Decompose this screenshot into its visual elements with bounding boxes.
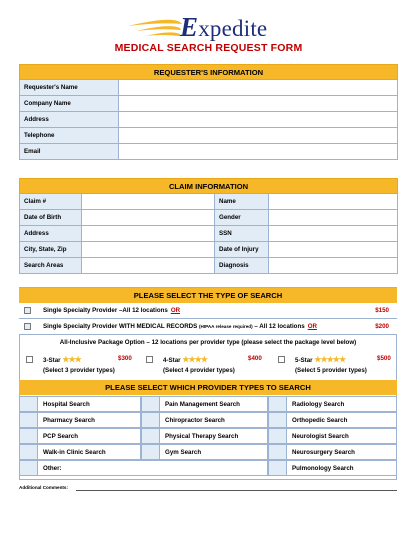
claim-label-city-state-zip: City, State, Zip bbox=[20, 242, 82, 258]
field-label-email: Email bbox=[20, 144, 119, 160]
claim-label-search-areas: Search Areas bbox=[20, 258, 82, 274]
claim-input-city-state-zip[interactable] bbox=[82, 242, 215, 258]
form-title: MEDICAL SEARCH REQUEST FORM bbox=[114, 42, 303, 54]
comments-field[interactable] bbox=[76, 490, 397, 491]
locations-tail: – All 12 locations bbox=[254, 323, 305, 330]
checkbox[interactable] bbox=[269, 413, 287, 427]
provider-label: PCP Search bbox=[43, 433, 78, 440]
medical-records-checkbox[interactable] bbox=[24, 323, 31, 330]
provider-label: Physical Therapy Search bbox=[165, 433, 239, 440]
checkbox[interactable] bbox=[269, 397, 287, 411]
search-option-single bbox=[19, 303, 397, 319]
package-5-star-price: $500 bbox=[377, 355, 391, 362]
claim-input-date-of-injury[interactable] bbox=[269, 242, 398, 258]
package-5-star-label: 5-Star bbox=[295, 357, 313, 364]
star-icon: ★★★★ bbox=[182, 355, 207, 364]
logo-text bbox=[180, 12, 267, 43]
claim-input-claim-number[interactable] bbox=[82, 194, 215, 210]
checkbox[interactable] bbox=[20, 413, 38, 427]
claim-label-date-of-injury: Date of Injury bbox=[215, 242, 269, 258]
checkbox[interactable] bbox=[269, 461, 287, 475]
requester-header: REQUESTER'S INFORMATION bbox=[20, 65, 398, 80]
claim-header: CLAIM INFORMATION bbox=[20, 179, 398, 194]
package-5-star-checkbox[interactable] bbox=[278, 356, 285, 363]
field-label-address: Address bbox=[20, 112, 119, 128]
provider-pulmonology[interactable] bbox=[268, 460, 397, 476]
checkbox[interactable] bbox=[20, 397, 38, 411]
medical-records-label: Single Specialty Provider WITH MEDICAL RECORDS bbox=[43, 323, 198, 330]
or-label: OR bbox=[170, 307, 181, 314]
claim-input-ssn[interactable] bbox=[269, 226, 398, 242]
provider-label: Hospital Search bbox=[43, 401, 90, 408]
checkbox[interactable] bbox=[269, 445, 287, 459]
claim-label-gender: Gender bbox=[215, 210, 269, 226]
checkbox[interactable] bbox=[269, 429, 287, 443]
field-input-company-name[interactable] bbox=[119, 96, 398, 112]
provider-label: Chiropractor Search bbox=[165, 417, 225, 424]
logo-rest: xpedite bbox=[198, 16, 268, 41]
claim-info-table bbox=[19, 178, 398, 274]
medical-records-price: $200 bbox=[375, 323, 389, 330]
star-icon: ★★★★★ bbox=[314, 355, 346, 364]
field-label-telephone: Telephone bbox=[20, 128, 119, 144]
provider-hospital[interactable] bbox=[19, 396, 141, 412]
provider-label: Orthopedic Search bbox=[292, 417, 348, 424]
claim-label-name: Name bbox=[215, 194, 269, 210]
claim-label-ssn: SSN bbox=[215, 226, 269, 242]
checkbox[interactable] bbox=[20, 461, 38, 475]
provider-pain-management[interactable] bbox=[141, 396, 268, 412]
claim-input-address[interactable] bbox=[82, 226, 215, 242]
package-row bbox=[19, 352, 397, 378]
provider-neurologist[interactable] bbox=[268, 428, 397, 444]
provider-types-header: PLEASE SELECT WHICH PROVIDER TYPES TO SEARCH bbox=[19, 380, 397, 395]
search-type-header: PLEASE SELECT THE TYPE OF SEARCH bbox=[19, 288, 397, 303]
provider-other[interactable] bbox=[19, 460, 268, 476]
provider-walk-in[interactable] bbox=[19, 444, 141, 460]
claim-label-address: Address bbox=[20, 226, 82, 242]
logo-initial: E bbox=[180, 12, 199, 42]
package-4-star-label: 4-Star bbox=[163, 357, 181, 364]
claim-input-gender[interactable] bbox=[269, 210, 398, 226]
package-3-star-price: $300 bbox=[118, 355, 132, 362]
provider-label: Neurosurgery Search bbox=[292, 449, 355, 456]
provider-label: Walk-in Clinic Search bbox=[43, 449, 106, 456]
star-icon: ★★★ bbox=[62, 355, 81, 364]
package-3-star-label: 3-Star bbox=[43, 357, 61, 364]
provider-pcp[interactable] bbox=[19, 428, 141, 444]
claim-input-diagnosis[interactable] bbox=[269, 258, 398, 274]
provider-label: Pharmacy Search bbox=[43, 417, 95, 424]
search-option-records bbox=[19, 319, 397, 335]
claim-input-dob[interactable] bbox=[82, 210, 215, 226]
provider-radiology[interactable] bbox=[268, 396, 397, 412]
claim-label-claim-number: Claim # bbox=[20, 194, 82, 210]
provider-physical-therapy[interactable] bbox=[141, 428, 268, 444]
provider-label: Pulmonology Search bbox=[292, 465, 354, 472]
provider-label: Neurologist Search bbox=[292, 433, 349, 440]
single-specialty-price: $150 bbox=[375, 307, 389, 314]
package-4-star-note: (Select 4 provider types) bbox=[163, 367, 235, 374]
field-label-company-name: Company Name bbox=[20, 96, 119, 112]
provider-neurosurgery[interactable] bbox=[268, 444, 397, 460]
provider-label: Gym Search bbox=[165, 449, 202, 456]
checkbox[interactable] bbox=[20, 429, 38, 443]
checkbox[interactable] bbox=[142, 413, 160, 427]
field-input-address[interactable] bbox=[119, 112, 398, 128]
field-input-telephone[interactable] bbox=[119, 128, 398, 144]
field-input-email[interactable] bbox=[119, 144, 398, 160]
provider-orthopedic[interactable] bbox=[268, 412, 397, 428]
claim-input-name[interactable] bbox=[269, 194, 398, 210]
claim-input-search-areas[interactable] bbox=[82, 258, 215, 274]
single-specialty-checkbox[interactable] bbox=[24, 307, 31, 314]
package-4-star-checkbox[interactable] bbox=[146, 356, 153, 363]
provider-label: Pain Management Search bbox=[165, 401, 240, 408]
field-label-requester-name: Requester's Name bbox=[20, 80, 119, 96]
comments-label: Additional Comments: bbox=[19, 485, 68, 490]
claim-label-dob: Date of Birth bbox=[20, 210, 82, 226]
checkbox[interactable] bbox=[20, 445, 38, 459]
claim-label-diagnosis: Diagnosis bbox=[215, 258, 269, 274]
package-4-star-price: $400 bbox=[248, 355, 262, 362]
hipaa-note: (HIPAA release required) bbox=[199, 324, 253, 329]
provider-label: Radiology Search bbox=[292, 401, 345, 408]
single-specialty-label: Single Specialty Provider –All 12 locations bbox=[43, 307, 168, 314]
checkbox[interactable] bbox=[142, 429, 160, 443]
checkbox[interactable] bbox=[142, 445, 160, 459]
provider-gym[interactable] bbox=[141, 444, 268, 460]
provider-chiropractor[interactable] bbox=[141, 412, 268, 428]
package-5-star-note: (Select 5 provider types) bbox=[295, 367, 367, 374]
provider-label: Other: bbox=[43, 465, 62, 472]
requester-info-table bbox=[19, 64, 398, 160]
field-input-requester-name[interactable] bbox=[119, 80, 398, 96]
package-option-line: All-Inclusive Package Option – 12 locations per provider type (please select the package level below) bbox=[59, 339, 357, 346]
package-3-star-note: (Select 3 provider types) bbox=[43, 367, 115, 374]
package-3-star-checkbox[interactable] bbox=[26, 356, 33, 363]
or-label: OR bbox=[307, 323, 317, 330]
checkbox[interactable] bbox=[142, 397, 160, 411]
provider-pharmacy[interactable] bbox=[19, 412, 141, 428]
